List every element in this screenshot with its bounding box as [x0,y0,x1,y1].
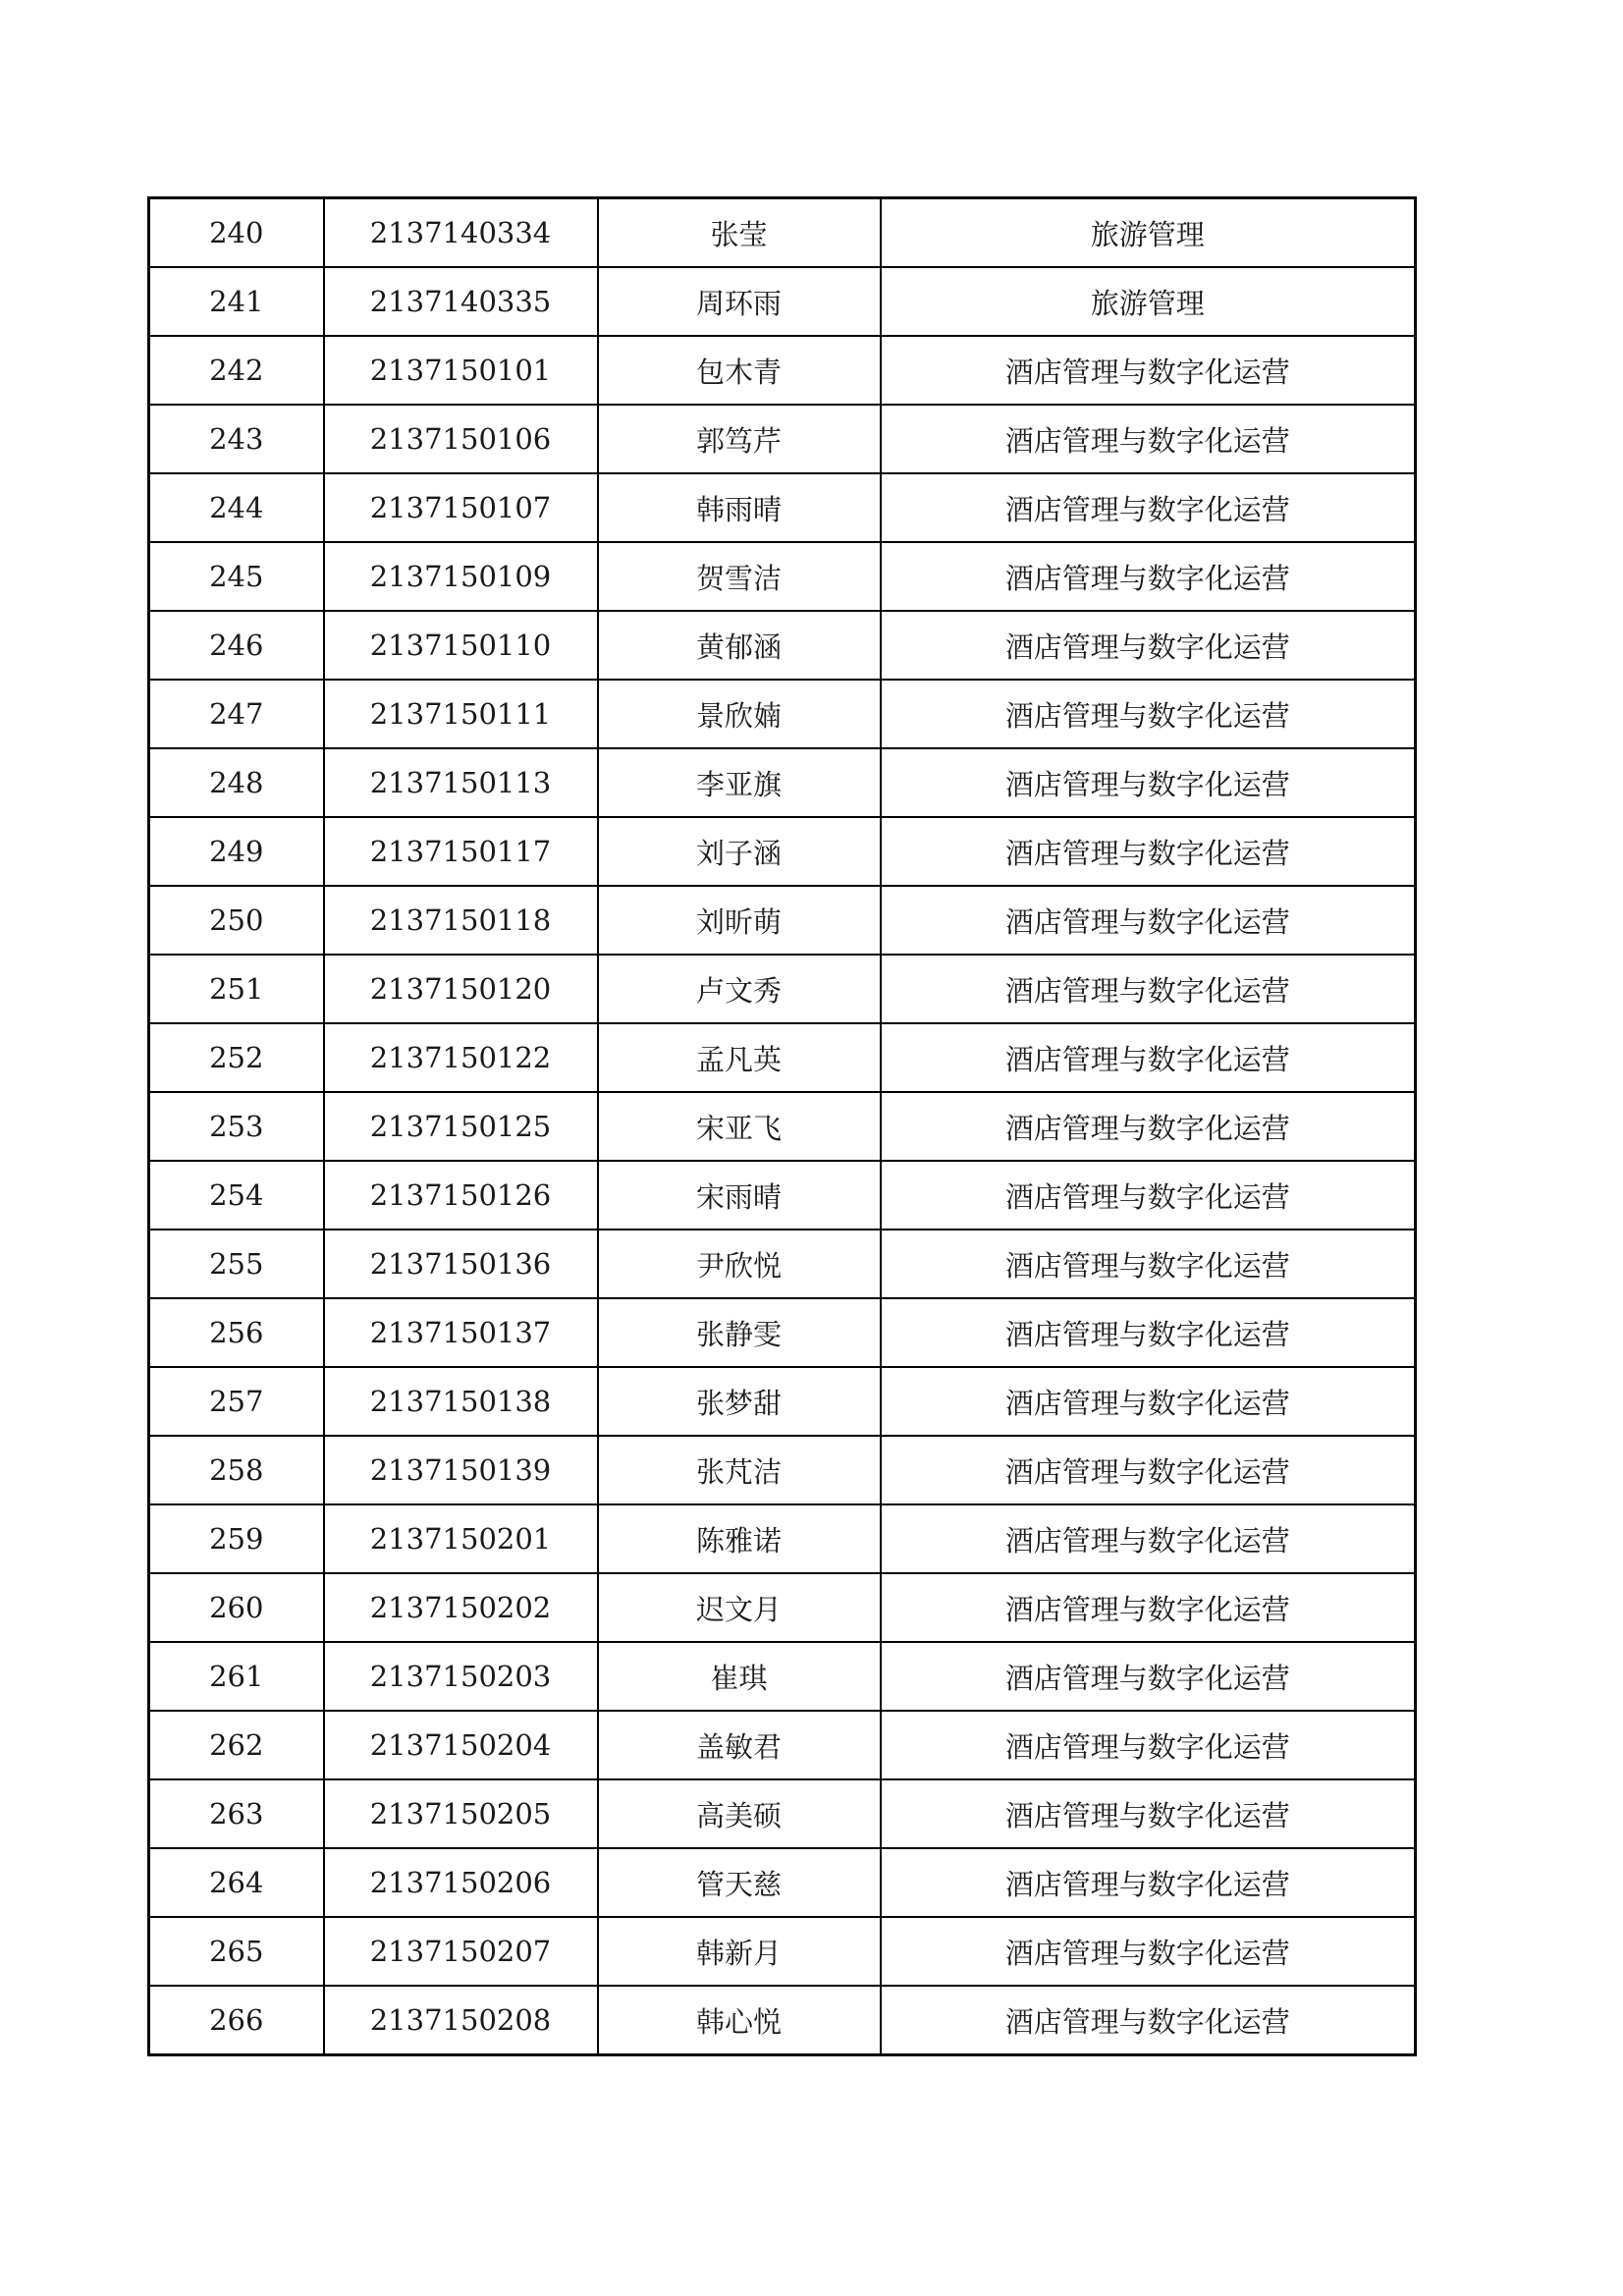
student-id-cell: 2137150113 [324,748,598,817]
major-cell: 酒店管理与数字化运营 [881,1161,1416,1230]
row-number-cell: 260 [149,1573,324,1642]
student-name-cell: 卢文秀 [598,955,881,1023]
major-cell: 酒店管理与数字化运营 [881,1573,1416,1642]
table-row [149,611,1416,680]
table-row [149,336,1416,405]
student-name-cell: 刘昕萌 [598,886,881,955]
table-row [149,1779,1416,1848]
table-row [149,405,1416,473]
student-id-cell: 2137150109 [324,542,598,611]
row-number-cell: 261 [149,1642,324,1711]
student-id-cell: 2137150201 [324,1504,598,1573]
table-row [149,1367,1416,1436]
table-row [149,1573,1416,1642]
student-name-cell: 包木青 [598,336,881,405]
major-cell: 酒店管理与数字化运营 [881,473,1416,542]
student-name-cell: 韩心悦 [598,1986,881,2055]
student-id-cell: 2137150203 [324,1642,598,1711]
student-name-cell: 迟文月 [598,1573,881,1642]
major-cell: 旅游管理 [881,267,1416,336]
student-name-cell: 郭笃芹 [598,405,881,473]
table-row [149,680,1416,748]
student-name-cell: 张莹 [598,198,881,268]
table-row [149,1642,1416,1711]
student-id-cell: 2137150138 [324,1367,598,1436]
table-row [149,1848,1416,1917]
major-cell: 酒店管理与数字化运营 [881,1917,1416,1986]
student-id-cell: 2137150101 [324,336,598,405]
row-number-cell: 240 [149,198,324,268]
major-cell: 酒店管理与数字化运营 [881,336,1416,405]
row-number-cell: 262 [149,1711,324,1779]
major-cell: 酒店管理与数字化运营 [881,1092,1416,1161]
row-number-cell: 264 [149,1848,324,1917]
major-cell: 酒店管理与数字化运营 [881,405,1416,473]
student-name-cell: 尹欣悦 [598,1230,881,1298]
student-id-cell: 2137140335 [324,267,598,336]
row-number-cell: 265 [149,1917,324,1986]
major-cell: 酒店管理与数字化运营 [881,611,1416,680]
student-id-cell: 2137150206 [324,1848,598,1917]
table-row [149,1092,1416,1161]
student-name-cell: 景欣婻 [598,680,881,748]
student-name-cell: 宋雨晴 [598,1161,881,1230]
row-number-cell: 255 [149,1230,324,1298]
student-id-cell: 2137150204 [324,1711,598,1779]
table-row [149,1986,1416,2055]
row-number-cell: 249 [149,817,324,886]
student-id-cell: 2137150137 [324,1298,598,1367]
student-name-cell: 崔琪 [598,1642,881,1711]
table-row [149,1230,1416,1298]
student-id-cell: 2137150139 [324,1436,598,1504]
table-row [149,198,1416,268]
student-name-cell: 韩新月 [598,1917,881,1986]
major-cell: 酒店管理与数字化运营 [881,1230,1416,1298]
row-number-cell: 253 [149,1092,324,1161]
major-cell: 旅游管理 [881,198,1416,268]
student-id-cell: 2137150106 [324,405,598,473]
major-cell: 酒店管理与数字化运营 [881,1779,1416,1848]
row-number-cell: 259 [149,1504,324,1573]
row-number-cell: 251 [149,955,324,1023]
table-row [149,748,1416,817]
student-name-cell: 盖敏君 [598,1711,881,1779]
major-cell: 酒店管理与数字化运营 [881,886,1416,955]
major-cell: 酒店管理与数字化运营 [881,748,1416,817]
table-row [149,1917,1416,1986]
student-name-cell: 周环雨 [598,267,881,336]
major-cell: 酒店管理与数字化运营 [881,1023,1416,1092]
student-id-cell: 2137150208 [324,1986,598,2055]
row-number-cell: 263 [149,1779,324,1848]
major-cell: 酒店管理与数字化运营 [881,1367,1416,1436]
major-cell: 酒店管理与数字化运营 [881,1986,1416,2055]
row-number-cell: 248 [149,748,324,817]
table-row [149,1504,1416,1573]
major-cell: 酒店管理与数字化运营 [881,1848,1416,1917]
row-number-cell: 241 [149,267,324,336]
student-id-cell: 2137150205 [324,1779,598,1848]
student-name-cell: 刘子涵 [598,817,881,886]
student-name-cell: 张静雯 [598,1298,881,1367]
row-number-cell: 242 [149,336,324,405]
student-id-cell: 2137150118 [324,886,598,955]
student-id-cell: 2137150136 [324,1230,598,1298]
major-cell: 酒店管理与数字化运营 [881,1298,1416,1367]
table-row [149,817,1416,886]
table-row [149,1711,1416,1779]
row-number-cell: 250 [149,886,324,955]
table-row [149,1161,1416,1230]
student-id-cell: 2137150207 [324,1917,598,1986]
student-id-cell: 2137150110 [324,611,598,680]
row-number-cell: 244 [149,473,324,542]
row-number-cell: 257 [149,1367,324,1436]
student-name-cell: 陈雅诺 [598,1504,881,1573]
row-number-cell: 258 [149,1436,324,1504]
row-number-cell: 266 [149,1986,324,2055]
student-id-cell: 2137150126 [324,1161,598,1230]
row-number-cell: 243 [149,405,324,473]
roster-body [149,198,1416,2055]
row-number-cell: 252 [149,1023,324,1092]
row-number-cell: 247 [149,680,324,748]
table-row [149,886,1416,955]
table-row [149,267,1416,336]
student-id-cell: 2137150111 [324,680,598,748]
student-id-cell: 2137150125 [324,1092,598,1161]
student-name-cell: 李亚旗 [598,748,881,817]
student-name-cell: 黄郁涵 [598,611,881,680]
student-name-cell: 韩雨晴 [598,473,881,542]
student-name-cell: 宋亚飞 [598,1092,881,1161]
major-cell: 酒店管理与数字化运营 [881,680,1416,748]
student-name-cell: 管天慈 [598,1848,881,1917]
major-cell: 酒店管理与数字化运营 [881,1436,1416,1504]
table-row [149,473,1416,542]
student-name-cell: 张芃洁 [598,1436,881,1504]
major-cell: 酒店管理与数字化运营 [881,1711,1416,1779]
table-row [149,955,1416,1023]
table-row [149,1023,1416,1092]
major-cell: 酒店管理与数字化运营 [881,542,1416,611]
student-name-cell: 孟凡英 [598,1023,881,1092]
student-id-cell: 2137150120 [324,955,598,1023]
student-id-cell: 2137150122 [324,1023,598,1092]
student-name-cell: 张梦甜 [598,1367,881,1436]
row-number-cell: 246 [149,611,324,680]
student-id-cell: 2137150107 [324,473,598,542]
major-cell: 酒店管理与数字化运营 [881,1642,1416,1711]
student-id-cell: 2137150202 [324,1573,598,1642]
table-row [149,542,1416,611]
student-name-cell: 贺雪洁 [598,542,881,611]
major-cell: 酒店管理与数字化运营 [881,1504,1416,1573]
row-number-cell: 254 [149,1161,324,1230]
student-id-cell: 2137140334 [324,198,598,268]
student-roster-table [147,196,1417,2056]
student-id-cell: 2137150117 [324,817,598,886]
student-name-cell: 高美硕 [598,1779,881,1848]
table-row [149,1436,1416,1504]
row-number-cell: 256 [149,1298,324,1367]
major-cell: 酒店管理与数字化运营 [881,955,1416,1023]
major-cell: 酒店管理与数字化运营 [881,817,1416,886]
row-number-cell: 245 [149,542,324,611]
table-row [149,1298,1416,1367]
